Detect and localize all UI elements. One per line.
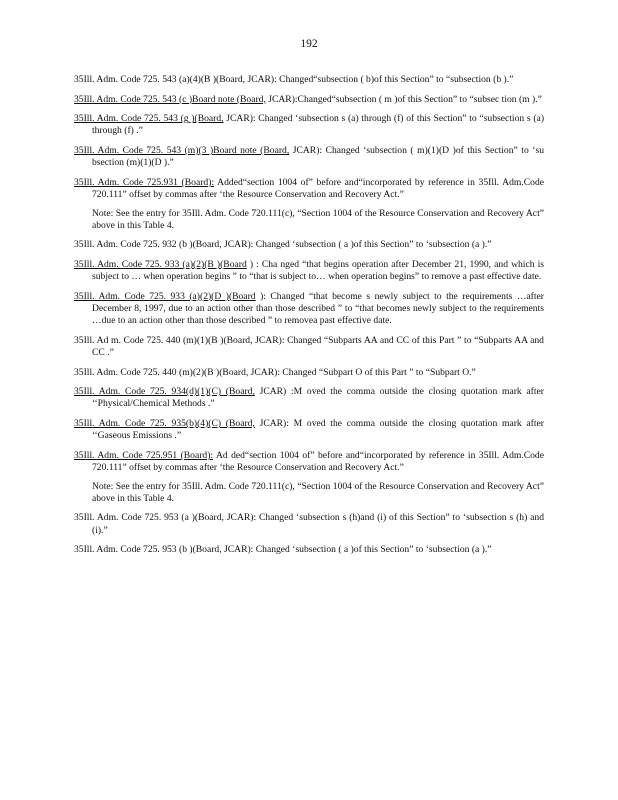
code-reference: 35Ill. Adm. Code 725.931 (Board):: [74, 176, 215, 188]
amendment-entry: [74, 291, 544, 328]
code-reference: 35Ill. Ad m. Code 725. 440 (m)(1)(B )(Board, JCAR):: [74, 334, 285, 346]
code-reference: 35Ill. Adm. Code 725. 543 (c )Board note (Board,: [74, 93, 266, 105]
amendment-text: JCAR) :M oved the comma outside the closing quotation mark after ‘‘Physical/Chemical Methods .”: [92, 386, 544, 410]
amendment-text: Changed ‘subsection ( a )of this Section” to ‘subsection (a ).”: [253, 239, 492, 251]
code-reference: 35Ill. Adm. Code 725. 543 (a)(4)(B )(Board, JCAR):: [74, 74, 277, 85]
amendment-text: Changed ‘subsection s (h)and (i) of this Section” to ‘subsection s (h) and (i).”: [92, 512, 544, 536]
amendment-entry: [74, 335, 544, 359]
entries-list: [74, 74, 544, 564]
amendment-text: Ad ded“section 1004 of” before and“incorporated by reference in 35Ill. Adm.Code 720.111” offset by commas after ‘the Resource Conservation and Recovery Act.”: [92, 449, 544, 473]
code-reference: 35Ill. Adm. Code 725. 543 (m)(3 )Board note (Board,: [74, 144, 290, 156]
code-reference: 35Ill. Adm. Code 725. 440 (m)(2)(B )(Board, JCAR):: [74, 366, 280, 378]
amendment-entry: [74, 94, 544, 106]
amendment-entry: [74, 367, 544, 379]
amendment-text: ) : Cha nged “that begins operation after December 21, 1990, and which is subject to … when operation begins ” to “that is subject to… when operation begins” to remove a past effective date.: [92, 258, 544, 283]
code-reference: 35Ill. Adm. Code 725. 953 (a )(Board, JCAR):: [74, 512, 257, 524]
code-reference: 35Ill. Adm. Code 725. 933 (a)(2)(B )(Board: [74, 258, 247, 270]
code-reference: 35Ill. Adm. Code 725. 934(d)(1)(C) (Board,: [74, 386, 255, 398]
code-reference: 35Ill. Adm. Code 725. 953 (b )(Board, JCAR):: [74, 544, 254, 556]
amendment-text: Changed ‘subsection ( a )of this Section” to ‘subsection (a ).”: [253, 544, 492, 556]
amendment-text: Changed “Subpart O of this Part ” to “Subpart O.”: [279, 366, 476, 378]
amendment-entry: [74, 177, 544, 201]
amendment-entry: [74, 512, 544, 536]
amendment-entry: [74, 386, 544, 410]
note-paragraph: Note: See the entry for 35Ill. Adm. Code 720.111(c), “Section 1004 of the Resource Conservation and Recovery Act” above in this Table 4.: [92, 207, 544, 231]
amendment-entry: [74, 450, 544, 474]
amendment-entry: [74, 113, 544, 137]
amendment-text: JCAR): M oved the comma outside the closing quotation mark after ‘‘Gaseous Emissions .”: [92, 417, 544, 442]
note-paragraph: Note: See the entry for 35Ill. Adm. Code 720.111(c), “Section 1004 of the Resource Conservation and Recovery Act” above in this Table 4.: [92, 480, 544, 504]
page-number: 192: [300, 38, 318, 50]
amendment-entry: [74, 259, 544, 283]
amendment-entry: [74, 145, 544, 169]
amendment-entry: [74, 544, 544, 556]
amendment-entry: [74, 74, 544, 86]
amendment-entry: [74, 418, 544, 442]
amendment-text: Changed“subsection ( b)of this Section” to “subsection (b ).”: [276, 74, 514, 85]
code-reference: 35Ill. Adm. Code 725. 543 (g )(Board,: [74, 113, 224, 125]
amendment-text: JCAR): Changed ‘subsection ( m)(1)(D )of this Section” to ‘su bsection (m)(1)(D ).”: [92, 144, 544, 169]
code-reference: 35Ill. Adm. Code 725.951 (Board):: [74, 449, 214, 461]
code-reference: 35Ill. Adm. Code 725. 935(b)(4)(C) (Board,: [74, 417, 255, 429]
code-reference: 35Ill. Adm. Code 725. 932 (b )(Board, JCAR):: [74, 239, 254, 251]
amendment-text: ): Changed “that become s newly subject to the requirements …after December 8, 1997, due to an action other than those described ” to “that becomes newly subject to the requirements …due to an action other than those described ” to removea past effective date.: [92, 290, 544, 327]
code-reference: 35Ill. Adm. Code 725. 933 (a)(2)(D )(Board: [74, 290, 256, 302]
amendment-text: JCAR):Changed“subsection ( m )of this Section” to “subsec tion (m ).”: [265, 93, 542, 105]
amendment-text: JCAR): Changed ‘subsection s (a) through (f) of this Section” to “subsection s (a) through (f) .”: [92, 113, 545, 137]
amendment-entry: [74, 239, 544, 251]
amendment-text: Changed “Subparts AA and CC of this Part ” to “Subparts AA and CC .”: [92, 334, 544, 358]
amendment-text: Added“section 1004 of” before and“incorporated by reference in 35Ill. Adm.Code 720.111” offset by commas after ‘the Resource Conservation and Recovery Act.”: [92, 176, 544, 200]
